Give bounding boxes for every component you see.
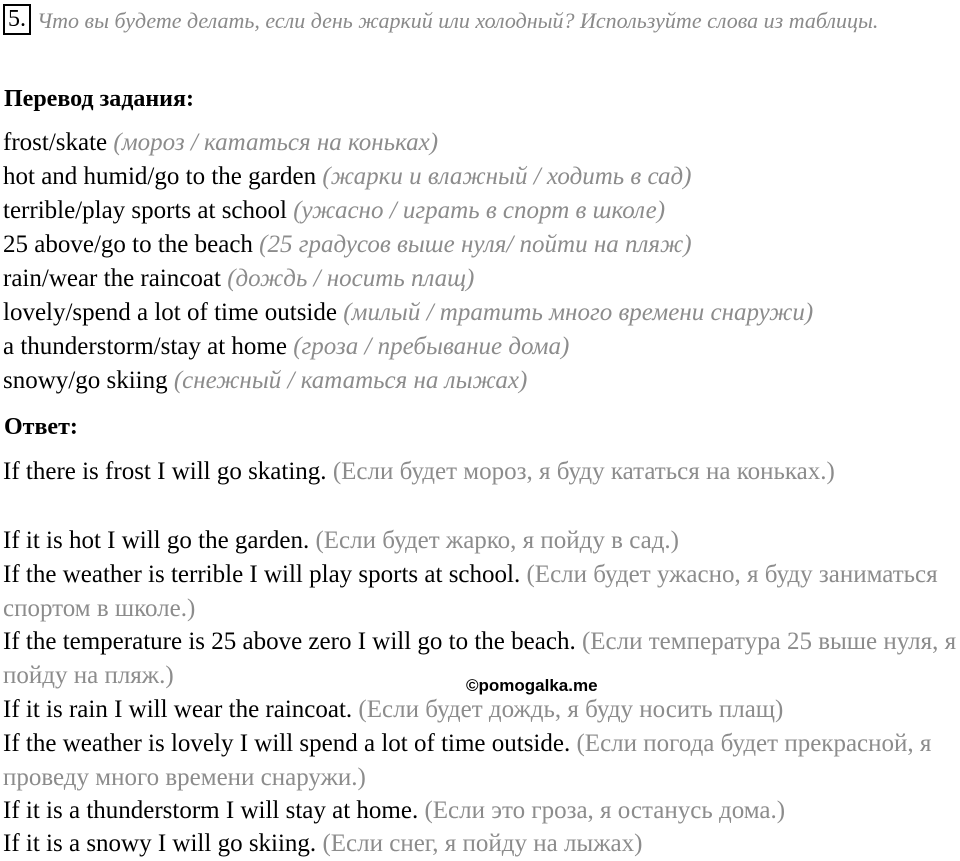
pair-en: rain/wear the raincoat <box>3 265 221 292</box>
pair-ru: (ужасно / играть в спорт в школе) <box>293 197 666 224</box>
pair-line <box>3 160 958 194</box>
pair-ru: (милый / тратить много времени снаружи) <box>343 299 814 326</box>
answer-ru: (Если это гроза, я останусь дома.) <box>424 797 786 824</box>
answer-en: If it is a snowy I will go skiing. <box>3 830 317 857</box>
answer-item <box>3 827 958 861</box>
answer-ru: (Если температура 25 выше нуля, я пойду на пляж.) <box>3 628 957 689</box>
task-number: 5. <box>3 4 31 35</box>
answer-ru: (Если снег, я пойду на лыжах) <box>322 830 643 857</box>
answer-item <box>3 794 958 828</box>
pair-en: snowy/go skiing <box>3 367 168 394</box>
pair-ru: (25 градусов выше нуля/ пойти на пляж) <box>259 231 692 258</box>
pair-line <box>3 262 958 296</box>
answer-ru: (Если будет дождь, я буду носить плащ) <box>358 696 784 723</box>
answer-heading: Ответ: <box>4 414 78 440</box>
answer-en: If it is hot I will go the garden. <box>3 527 310 554</box>
answer-en: If it is a thunderstorm I will stay at home. <box>3 797 419 824</box>
pair-line <box>3 296 958 330</box>
answer-en: If the weather is lovely I will spend a lot of time outside. <box>3 730 571 757</box>
pair-en: frost/skate <box>3 129 108 156</box>
pair-line <box>3 330 958 364</box>
pair-en: hot and humid/go to the garden <box>3 163 317 190</box>
answer-item <box>3 693 958 727</box>
pair-en: lovely/spend a lot of time outside <box>3 299 337 326</box>
task-statement <box>3 4 953 37</box>
pair-line <box>3 194 958 228</box>
pair-line <box>3 126 958 160</box>
pair-ru: (дождь / носить плащ) <box>227 265 475 292</box>
translation-heading: Перевод задания: <box>4 86 194 112</box>
answer-item <box>3 727 958 794</box>
answer-ru: (Если будет ужасно, я буду заниматься спортом в школе.) <box>3 561 938 622</box>
pair-ru: (жарки и влажный / ходить в сад) <box>322 163 692 190</box>
task-text: Что вы будете делать, если день жаркий или холодный? Используйте слова из таблицы. <box>37 8 879 33</box>
answer-item <box>3 558 958 625</box>
pair-line <box>3 228 958 262</box>
answer-item <box>3 455 958 489</box>
pair-ru: (гроза / пребывание дома) <box>293 333 570 360</box>
pair-en: a thunderstorm/stay at home <box>3 333 287 360</box>
pair-en: terrible/play sports at school <box>3 197 287 224</box>
answer-ru: (Если погода будет прекрасной, я проведу много времени снаружи.) <box>3 730 932 791</box>
answer-ru: (Если будет жарко, я пойду в сад.) <box>315 527 680 554</box>
pair-ru: (снежный / кататься на лыжах) <box>173 367 528 394</box>
answer-en: If it is rain I will wear the raincoat. <box>3 696 353 723</box>
pair-ru: (мороз / кататься на коньках) <box>113 129 439 156</box>
watermark: ©pomogalka.me <box>466 676 598 695</box>
answer-ru: (Если будет мороз, я буду кататься на коньках.) <box>332 458 835 485</box>
answer-item <box>3 524 958 558</box>
pair-line <box>3 364 958 398</box>
answer-en: If there is frost I will go skating. <box>3 458 327 485</box>
answer-en: If the weather is terrible I will play sports at school. <box>3 561 521 588</box>
answer-en: If the temperature is 25 above zero I will go to the beach. <box>3 628 576 655</box>
pair-en: 25 above/go to the beach <box>3 231 253 258</box>
